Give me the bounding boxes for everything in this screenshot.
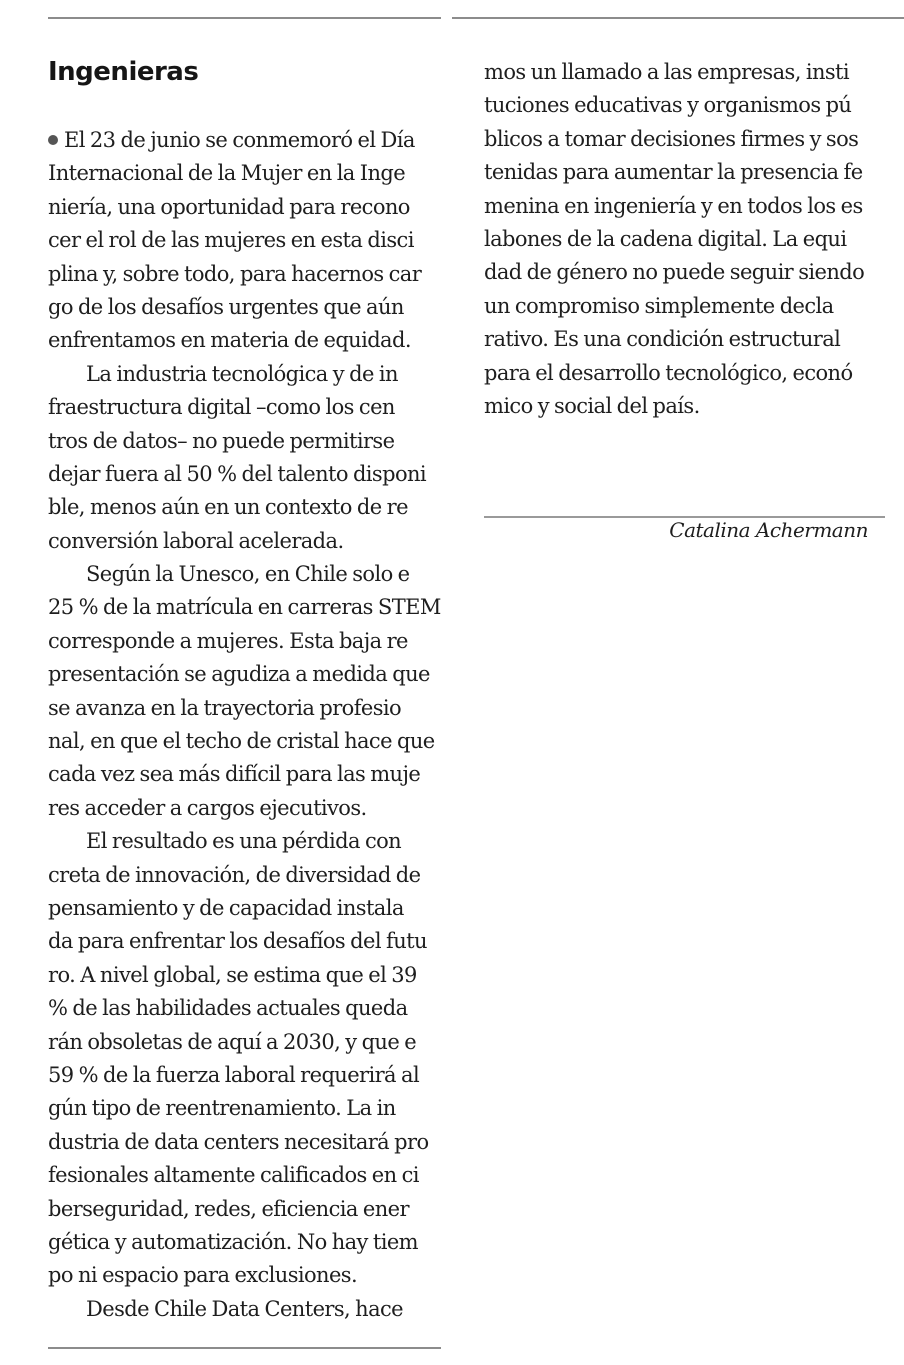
text-line	[48, 658, 441, 691]
text-line	[48, 725, 441, 758]
text-line-content: plina y, sobre todo, para hacernos car	[48, 261, 422, 286]
text-line	[48, 458, 441, 491]
text-line	[48, 425, 441, 458]
text-line-content: cada vez sea más difícil para las muje	[48, 762, 421, 787]
text-line	[484, 123, 888, 156]
text-line-content: % de las habilidades actuales queda	[48, 996, 408, 1021]
text-line-content: El 23 de junio se conmemoró el Día	[64, 128, 415, 152]
text-line-content: pensamiento y de capacidad instala	[48, 895, 404, 920]
text-line-content: 59 % de la fuerza laboral requerirá al	[48, 1062, 420, 1087]
text-line-content: gética y automatización. No hay tiem	[48, 1229, 418, 1254]
text-line-content: res acceder a cargos ejecutivos.	[48, 795, 367, 820]
text-line	[48, 291, 441, 324]
text-line-content: presentación se agudiza a medida que	[48, 662, 430, 687]
text-line-content: 25 % de la matrícula en carreras STEM	[48, 595, 441, 620]
text-line-content: ble, menos aún en un contexto de re	[48, 495, 408, 520]
text-line	[484, 223, 888, 256]
text-line	[48, 1259, 441, 1292]
text-line-content: La industria tecnológica y de in	[86, 361, 398, 386]
text-line	[484, 390, 888, 423]
text-line-content: nal, en que el techo de cristal hace que	[48, 729, 435, 754]
text-line	[48, 625, 441, 658]
text-line	[48, 692, 441, 725]
text-line	[48, 892, 441, 925]
text-line-content: fesionales altamente calificados en ci	[48, 1163, 419, 1188]
text-line-content: gún tipo de reentrenamiento. La in	[48, 1096, 396, 1121]
text-line	[48, 758, 441, 791]
text-line-content: tenidas para aumentar la presencia fe	[484, 160, 863, 185]
text-line	[48, 992, 441, 1025]
text-line-content: Desde Chile Data Centers, hace	[86, 1296, 403, 1321]
text-line-content: menina en ingeniería y en todos los es	[484, 193, 863, 218]
text-line	[48, 1226, 441, 1259]
text-line	[48, 591, 441, 624]
text-line-content: para el desarrollo tecnológico, econó	[484, 360, 853, 385]
text-line	[48, 1126, 441, 1159]
text-line	[48, 525, 441, 558]
text-line-content: rán obsoletas de aquí a 2030, y que e	[48, 1029, 417, 1054]
text-line-content: Internacional de la Mujer en la Inge	[48, 161, 406, 186]
text-line	[48, 391, 441, 424]
text-line	[484, 357, 888, 390]
text-line-content: dad de género no puede seguir siendo	[484, 260, 865, 285]
text-line	[48, 1059, 441, 1092]
text-line-content: corresponde a mujeres. Esta baja re	[48, 628, 408, 653]
text-line-content: niería, una oportunidad para recono	[48, 194, 410, 219]
text-line-content: berseguridad, redes, eficiencia ener	[48, 1196, 409, 1221]
text-line-content: enfrentamos en materia de equidad.	[48, 328, 411, 353]
text-line-content: se avanza en la trayectoria profesio	[48, 695, 402, 720]
author-signature: Catalina Achermann	[669, 518, 868, 542]
text-line	[48, 491, 441, 524]
text-line	[48, 191, 441, 224]
text-line-content: mos un llamado a las empresas, insti	[484, 60, 850, 84]
text-line	[48, 258, 441, 291]
text-line	[48, 1092, 441, 1125]
bullet-icon	[48, 135, 58, 145]
text-line-content: cer el rol de las mujeres en esta disci	[48, 228, 414, 253]
text-line-content: un compromiso simplemente decla	[484, 293, 834, 318]
text-line	[484, 290, 888, 323]
bottom-divider	[48, 1347, 441, 1349]
text-line-content: po ni espacio para exclusiones.	[48, 1263, 358, 1288]
text-line	[484, 89, 888, 122]
text-line	[48, 558, 441, 591]
article-column-left	[48, 124, 441, 1326]
text-line	[48, 825, 441, 858]
text-line	[48, 859, 441, 892]
text-line-content: da para enfrentar los desafíos del futu	[48, 929, 427, 954]
text-line-content: fraestructura digital –como los cen	[48, 395, 395, 420]
text-line	[48, 157, 441, 190]
text-line	[48, 124, 441, 157]
text-line-content: tros de datos– no puede permitirse	[48, 428, 395, 453]
text-line-content: conversión laboral acelerada.	[48, 528, 344, 553]
text-line	[48, 792, 441, 825]
top-divider-right	[452, 17, 904, 19]
text-line-content: dejar fuera al 50 % del talento disponi	[48, 461, 427, 486]
text-line	[484, 156, 888, 189]
text-line-content: ro. A nivel global, se estima que el 39	[48, 962, 417, 987]
article-headline: Ingenieras	[48, 57, 199, 87]
text-line	[48, 925, 441, 958]
text-line-content: labones de la cadena digital. La equi	[484, 226, 847, 251]
text-line-content: El resultado es una pérdida con	[86, 829, 402, 854]
text-line-content: tuciones educativas y organismos pú	[484, 93, 852, 118]
text-line-content: mico y social del país.	[484, 393, 700, 418]
text-line-content: rativo. Es una condición estructural	[484, 327, 841, 352]
article-end-divider	[484, 516, 885, 518]
text-line-content: go de los desafíos urgentes que aún	[48, 294, 404, 319]
text-line	[48, 1293, 441, 1326]
text-line	[48, 1159, 441, 1192]
text-line-content: blicos a tomar decisiones firmes y sos	[484, 126, 859, 151]
text-line-content: creta de innovación, de diversidad de	[48, 862, 421, 887]
text-line	[48, 959, 441, 992]
text-line-content: Según la Unesco, en Chile solo e	[86, 562, 410, 587]
text-line	[484, 323, 888, 356]
text-line	[48, 224, 441, 257]
text-line	[48, 1026, 441, 1059]
text-line-content: dustria de data centers necesitará pro	[48, 1129, 429, 1154]
text-line	[48, 1193, 441, 1226]
article-column-right	[484, 56, 888, 542]
text-line	[484, 190, 888, 223]
text-line	[484, 256, 888, 289]
text-line	[484, 56, 888, 89]
text-line	[48, 358, 441, 391]
text-line	[48, 324, 441, 357]
top-divider-left	[48, 17, 441, 19]
